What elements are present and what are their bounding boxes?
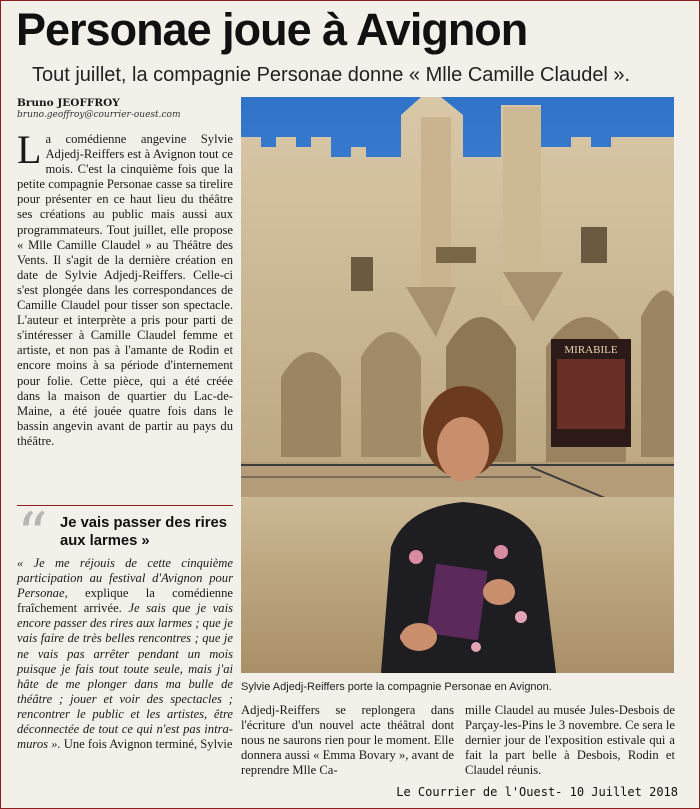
article-photo [241, 97, 674, 673]
palace-photo [241, 97, 674, 673]
drop-cap: L [17, 127, 42, 172]
pull-quote: Je vais passer des rires aux larmes » [60, 515, 227, 549]
article-column-3: mille Claudel au musée Jules-Desbois de Parçay-les-Pins le 3 novembre. Ce sera le dernier jour de l'exposition estivale qui a fait la part belle à Desbois, Rodin et Claudel réunis. [465, 703, 675, 778]
article-text-1: a comédienne angevine Sylvie Adjedj-Reiffers est à Avignon tout ce mois. C'est la cinquième fois que la petite compagnie Personae casse sa tirelire pour présenter en ce haut lieu du théâtre ses créations au public mais aussi aux programmateurs. Tout juillet, elle propose « Mlle Camille Claudel » au Théâtre des Vents. Il s'agit de la dernière création en date de Sylvie Adjedj-Reiffers. Celle-ci s'est plongée dans les correspondances de Camille Claudel pour tisser son spectacle. L'auteur et interprète a pris pour parti de s'intéresser à Camille Claudel femme et artiste, et non pas à l'amante de Rodin et encore moins à sa période d'internement pour folie. Cette pièce, qui a été créée dans la maison de quartier du Lac-de-Maine, a été jouée quatre fois dans le bassin angevin avant de partir au pays du théâtre. [17, 132, 233, 448]
author-email: bruno.geoffroy@courrier-ouest.com [17, 110, 181, 120]
quote-attribution: explique la comédienne fraîchement arrivée. [17, 586, 233, 616]
subheadline: Tout juillet, la compagnie Personae donne « Mlle Camille Claudel ». [32, 64, 631, 86]
quote-text-1: « Je me réjouis de cette cinquième participation au festival d'Avignon pour Personae, [17, 556, 233, 601]
article-quote-block [17, 556, 233, 752]
author-byline: Bruno JEOFFROY [17, 97, 120, 109]
headline: Personae joue à Avignon [16, 4, 528, 55]
photo-caption: Sylvie Adjedj-Reiffers porte la compagnie Personae en Avignon. [241, 681, 552, 693]
source-credit: Le Courrier de l'Ouest- 10 Juillet 2018 [396, 785, 678, 799]
quote-mark-icon: “ [17, 500, 48, 570]
quote-text-2: Je sais que je vais encore passer des rires aux larmes ; que je vais faire de très belles rencontres ; que je ne vais pas arrêter pendant un mois puisque je fais tout toute seule, mais j'ai hâte de me plonger dans ma bulle de théâtre ; jouer et voir des spectacles ; rencontrer le public et les artistes, être déconnectée de tout ce qui n'est pas intra-muros ». [17, 601, 233, 752]
section-divider [17, 505, 233, 506]
article-column-1 [17, 127, 233, 449]
quote-continuation: Une fois Avignon terminé, Sylvie [60, 737, 233, 752]
poster-title: MIRABILE [564, 344, 618, 356]
article-column-2: Adjedj-Reiffers se replongera dans l'écriture d'un nouvel acte théâtral dont nous ne saurons rien pour le moment. Elle donnera aussi « Emma Bovary », avant de reprendre Mlle Ca- [241, 703, 454, 778]
